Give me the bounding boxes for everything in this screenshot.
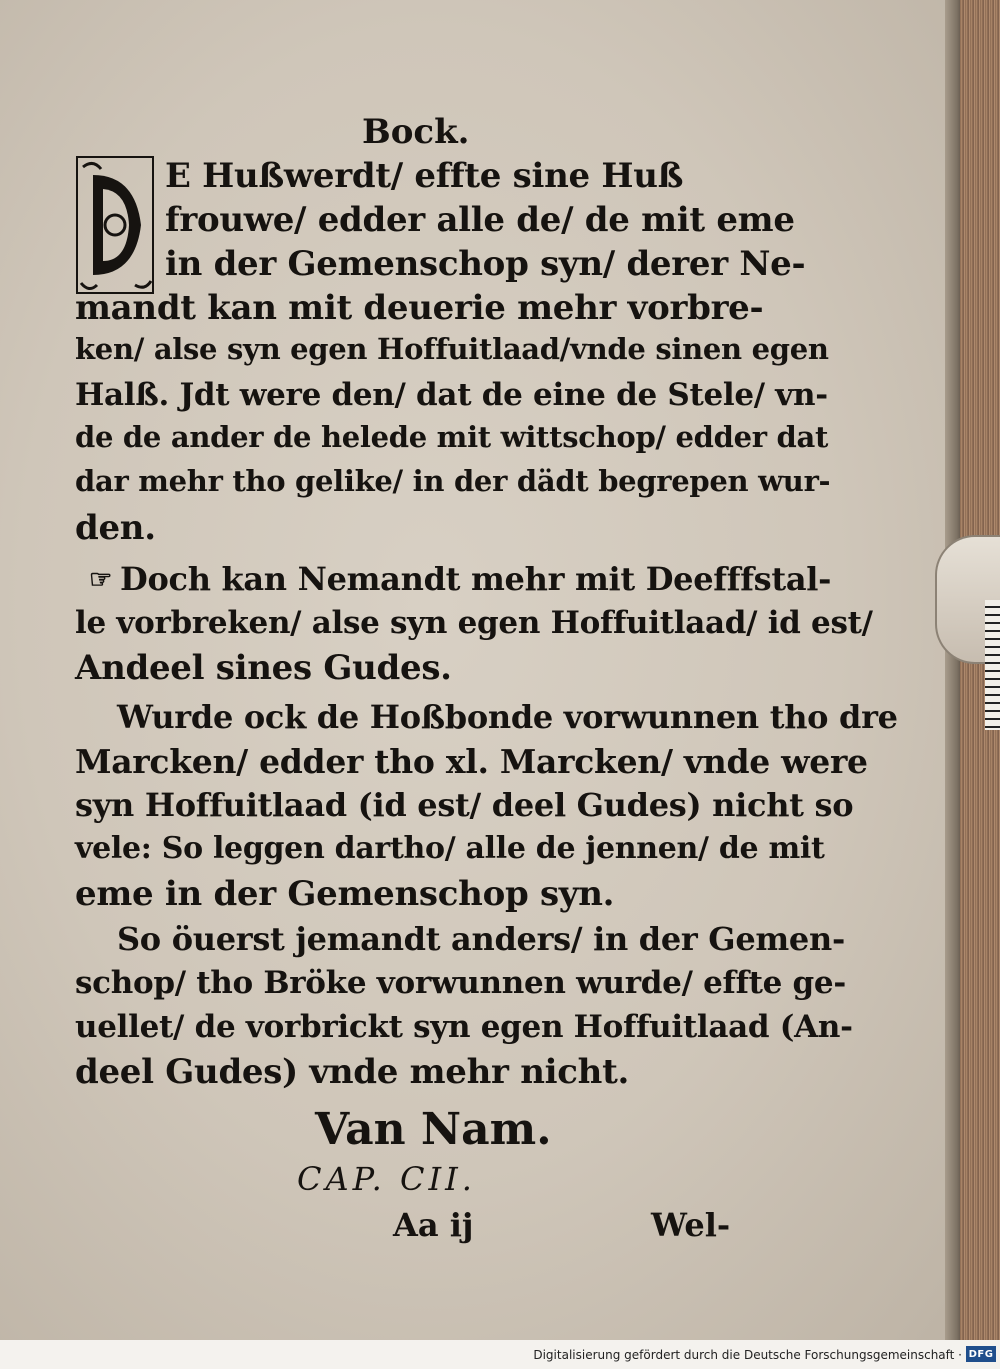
text-line-3: in der Gemenschop syn/ derer Ne-: [165, 244, 806, 284]
text-line-7: de de ander de helede mit wittschop/ edder dat: [75, 420, 829, 454]
text-line-5: ken/ alse syn egen Hoffuitlaad/vnde sinen egen: [75, 332, 829, 366]
text-line-12: Wurde ock de Hoßbonde vorwunnen tho dre: [117, 698, 898, 736]
text-line-4: mandt kan mit deuerie mehr vorbre-: [75, 288, 764, 328]
text-line-13: Marcken/ edder tho xl. Marcken/ vnde were: [75, 742, 868, 781]
text-line-1: E Hußwerdt/ effte sine Huß: [165, 156, 684, 196]
running-head: Bock.: [362, 112, 470, 152]
text-line-17: So öuerst jemandt anders/ in der Gemen-: [117, 920, 845, 958]
catchword: Wel-: [651, 1206, 731, 1244]
pointer-line-text: Doch kan Nemandt mehr mit Deefffstal-: [120, 560, 832, 598]
text-line-11: Andeel sines Gudes.: [75, 648, 452, 688]
text-line-14: syn Hoffuitlaad (id est/ deel Gudes) nicht so: [75, 786, 854, 824]
chapter-label: CAP. CII.: [297, 1160, 476, 1198]
text-line-18: schop/ tho Bröke vorwunnen wurde/ effte ge-: [75, 965, 846, 1001]
text-line-19: uellet/ de vorbrickt syn egen Hoffuitlaad (An-: [75, 1009, 853, 1045]
decorated-initial-d-icon: [75, 155, 155, 295]
text-line-16: eme in der Gemenschop syn.: [75, 874, 615, 914]
pointer-line: [89, 560, 832, 598]
text-line-6: Halß. Jdt were den/ dat de eine de Stele/ vn-: [75, 377, 828, 413]
dfg-logo-icon: DFG: [966, 1346, 996, 1362]
text-line-9: den.: [75, 508, 156, 548]
signature-mark: Aa ij: [393, 1206, 474, 1244]
text-line-20: deel Gudes) vnde mehr nicht.: [75, 1052, 630, 1092]
text-line-2: frouwe/ edder alle de/ de mit eme: [165, 200, 795, 240]
pointing-hand-icon: ☞: [89, 565, 113, 595]
text-line-10: le vorbreken/ alse syn egen Hoffuitlaad/ id est/: [75, 605, 873, 641]
scale-ruler: [985, 600, 1000, 730]
text-line-8: dar mehr tho gelike/ in der dädt begrepen wur-: [75, 464, 831, 498]
funding-notice: Digitalisierung gefördert durch die Deutsche Forschungsgemeinschaft ·: [533, 1348, 962, 1362]
section-heading: Van Nam.: [315, 1104, 552, 1155]
text-line-15: vele: So leggen dartho/ alle de jennen/ de mit: [75, 831, 825, 866]
footer-bar: [0, 1340, 1000, 1369]
